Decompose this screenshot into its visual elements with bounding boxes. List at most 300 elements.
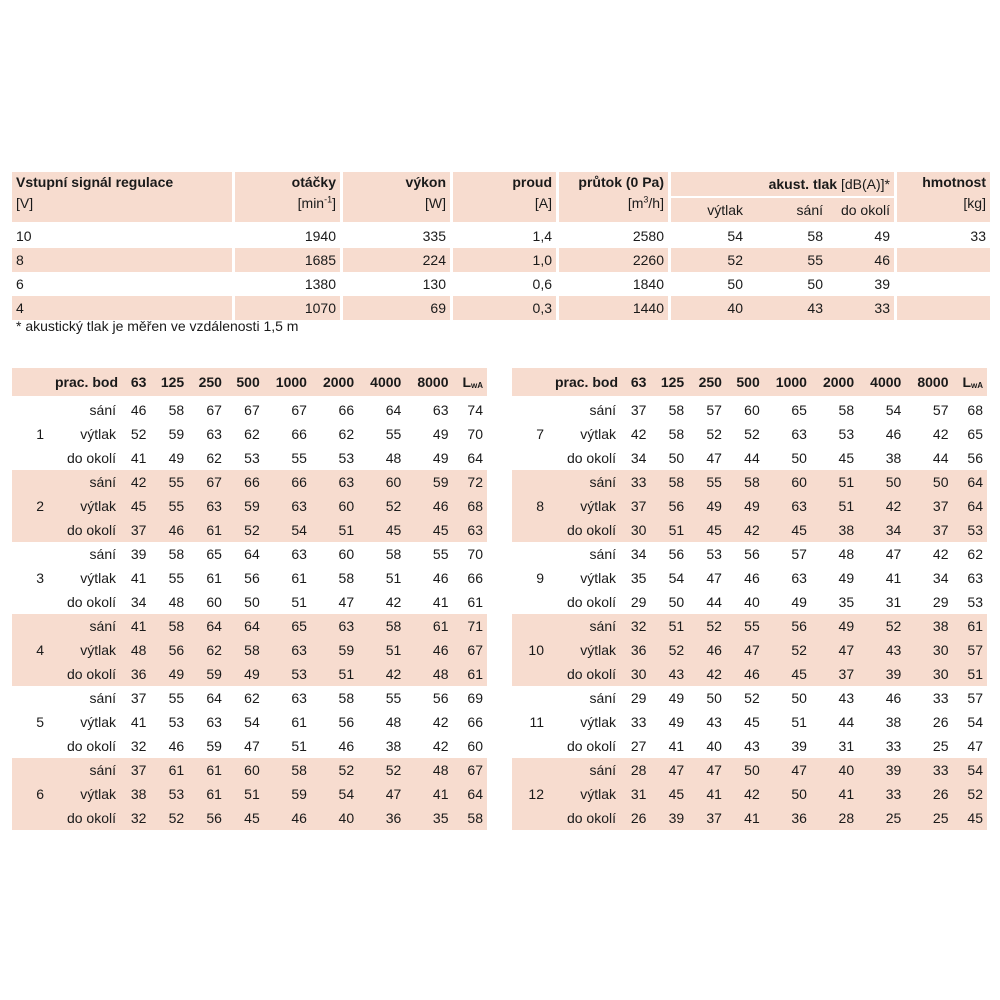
band-value: 63 [311,470,358,494]
row-label: výtlak [50,494,122,518]
band-value: 58 [226,638,264,662]
band-value: 49 [432,450,449,466]
cell-suction: 55 [747,248,827,272]
band-value: 28 [622,758,650,782]
band-value: 37 [905,518,952,542]
row-label: do okolí [50,518,122,542]
row-label: do okolí [66,450,116,466]
lwa-main: L [462,374,471,390]
row-label: sání [550,614,622,638]
band-value: 61 [405,614,452,638]
spectrum-table-left [12,368,487,830]
band-value: 42 [726,518,764,542]
performance-table [12,172,990,320]
row-label: sání [589,402,616,418]
band-value: 56 [338,714,355,730]
band-value: 43 [744,738,760,754]
band-value: 48 [385,714,402,730]
table-row [12,296,990,320]
spectrum-row [12,662,487,686]
band-value: 30 [622,518,650,542]
band-value: 46 [338,738,355,754]
band-value: 26 [932,714,949,730]
band-value: 37 [811,662,858,686]
band-value: 50 [764,782,811,806]
spectrum-row [12,614,487,638]
band-value: 47 [688,758,726,782]
band-value: 35 [838,594,855,610]
band-value: 36 [622,638,650,662]
band-value: 63 [311,614,358,638]
spectrum-row [12,686,487,710]
row-label: výtlak [80,714,116,730]
cell-discharge: 52 [671,248,747,272]
band-value: 25 [858,806,905,830]
cell-weight [897,248,990,272]
band-value: 25 [905,806,952,830]
band-header: 125 [650,368,688,398]
row-label: výtlak [50,782,122,806]
cell-discharge: 54 [727,228,743,244]
band-value: 55 [150,494,188,518]
band-value: 52 [358,494,405,518]
band-value: 67 [291,402,307,418]
band-value: 59 [226,494,264,518]
band-value: 47 [764,758,811,782]
band-value: 63 [791,570,807,586]
band-value: 54 [668,570,685,586]
band-value: 58 [650,470,688,494]
spectrum-row [512,662,987,686]
band-value: 38 [905,614,952,638]
spectrum-row [12,758,487,782]
band-value: 62 [188,638,226,662]
band-value: 26 [622,806,650,830]
lwa-value: 70 [467,426,483,442]
band-value: 52 [150,806,188,830]
band-value: 46 [264,806,311,830]
band-value: 58 [168,402,185,418]
lwa-value: 68 [967,402,983,418]
cell-power: 130 [343,272,453,296]
band-value: 50 [791,690,807,706]
cell-weight [897,296,990,320]
lwa-value: 64 [953,470,988,494]
band-value: 64 [206,690,222,706]
band-value: 46 [885,426,902,442]
row-label: sání [89,546,116,562]
lwa-value: 62 [967,546,983,562]
band-value: 56 [150,638,188,662]
band-value: 45 [688,518,726,542]
band-value: 45 [226,806,264,830]
footnote: * akustický tlak je měřen ve vzdálenosti 1,5 m [16,318,299,334]
cell-flow: 2580 [559,224,671,248]
band-value: 62 [244,426,260,442]
spectrum-row [512,758,987,782]
spectrum-header-label: prac. bod [512,368,622,398]
band-value: 36 [358,806,405,830]
band-value: 60 [311,494,358,518]
band-value: 47 [726,638,764,662]
lwa-value: 67 [453,758,488,782]
band-value: 59 [168,426,185,442]
spectrum-row [12,494,487,518]
band-value: 33 [858,782,905,806]
lwa-value: 65 [967,426,983,442]
header-flow: průtok (0 Pa) $[m^3/h]$ [559,172,671,224]
row-label: sání [89,690,116,706]
row-label: do okolí [66,594,116,610]
band-value: 55 [168,690,185,706]
spectrum-row [512,398,987,422]
band-value: 63 [291,690,307,706]
band-value: 42 [630,426,647,442]
band-value: 49 [432,426,449,442]
band-value: 25 [932,738,949,754]
band-value: 36 [122,662,150,686]
band-value: 41 [726,806,764,830]
header-rpm: otáčky $[\min^{-1}]$ [235,172,343,224]
lwa-value: 57 [967,690,983,706]
cell-suction: 58 [807,228,823,244]
band-value: 45 [358,518,405,542]
band-value: 41 [668,738,685,754]
band-value: 63 [264,638,311,662]
lwa-header [453,368,488,398]
band-value: 63 [206,714,222,730]
operating-point: 11 [529,714,544,730]
band-value: 63 [206,426,222,442]
band-value: 39 [791,738,807,754]
band-value: 61 [150,758,188,782]
cell-current: 1,0 [453,248,559,272]
band-value: 58 [150,614,188,638]
row-label: výtlak [80,570,116,586]
band-value: 46 [744,570,760,586]
spectrum-row [12,542,487,566]
band-value: 62 [338,426,355,442]
band-value: 34 [630,450,647,466]
band-value: 58 [358,614,405,638]
row-label: do okolí [566,450,616,466]
band-value: 31 [885,594,902,610]
cell-power: 69 [343,296,453,320]
lwa-value: 71 [453,614,488,638]
band-header: 500 [726,368,764,398]
band-header: 2000 [811,368,858,398]
band-value: 48 [405,758,452,782]
band-value: 30 [905,662,952,686]
band-value: 65 [206,546,222,562]
band-value: 38 [122,782,150,806]
band-value: 47 [650,758,688,782]
spectrum-row [12,470,487,494]
band-value: 33 [932,690,949,706]
lwa-value: 61 [467,594,483,610]
band-value: 66 [226,470,264,494]
band-value: 47 [706,450,722,466]
band-value: 41 [130,570,147,586]
lwa-main: L [962,374,971,390]
band-value: 43 [706,714,722,730]
band-value: 43 [858,638,905,662]
band-value: 52 [650,638,688,662]
band-value: 33 [905,758,952,782]
row-label: sání [50,614,122,638]
lwa-value: 72 [453,470,488,494]
lwa-value: 63 [967,570,983,586]
band-value: 64 [385,402,402,418]
cell-flow: 2260 [559,248,671,272]
cell-signal: 4 [12,296,235,320]
row-label: do okolí [550,662,622,686]
band-value: 52 [706,426,722,442]
band-value: 49 [791,594,807,610]
band-value: 58 [338,690,355,706]
band-value: 52 [744,426,760,442]
band-value: 51 [650,614,688,638]
lwa-value: 52 [953,782,988,806]
operating-point: 7 [536,426,544,442]
band-value: 43 [650,662,688,686]
band-value: 67 [188,470,226,494]
band-value: 61 [188,518,226,542]
cell-signal: 10 [12,224,235,248]
band-value: 31 [838,738,855,754]
lwa-value: 61 [453,662,488,686]
band-value: 50 [905,470,952,494]
band-value: 52 [226,518,264,542]
band-value: 45 [764,518,811,542]
lwa-value: 64 [467,450,483,466]
band-value: 56 [650,494,688,518]
band-value: 52 [688,614,726,638]
band-value: 34 [858,518,905,542]
band-value: 66 [338,402,355,418]
operating-point: 3 [36,570,44,586]
band-value: 53 [838,426,855,442]
band-value: 55 [168,570,185,586]
band-value: 64 [188,614,226,638]
spectrum-row [512,686,987,710]
lwa-value: 64 [953,494,988,518]
cell-surround: 39 [827,272,897,296]
band-value: 43 [838,690,855,706]
band-value: 48 [405,662,452,686]
band-value: 38 [885,450,902,466]
operating-point: 2 [12,470,50,542]
spectrum-row [12,806,487,830]
band-value: 65 [264,614,311,638]
band-value: 52 [744,690,760,706]
cell-flow: 1440 [559,296,671,320]
band-value: 38 [811,518,858,542]
band-value: 35 [405,806,452,830]
spectrum-row [12,590,487,614]
band-value: 37 [122,758,150,782]
band-value: 66 [291,426,307,442]
header-signal: Vstupní signál regulace [V] [12,172,235,224]
lwa-value: 63 [453,518,488,542]
band-value: 58 [726,470,764,494]
band-value: 42 [932,426,949,442]
cell-current: 1,4 [453,224,559,248]
band-value: 42 [358,662,405,686]
band-value: 61 [206,570,222,586]
band-value: 34 [130,594,147,610]
band-value: 63 [264,494,311,518]
band-value: 46 [432,570,449,586]
row-label: sání [550,758,622,782]
band-value: 41 [405,782,452,806]
cell-power: 224 [343,248,453,272]
band-value: 58 [385,546,402,562]
band-value: 49 [838,570,855,586]
cell-signal: 6 [12,272,235,296]
lwa-value: 58 [453,806,488,830]
band-value: 49 [226,662,264,686]
band-value: 45 [650,782,688,806]
row-label: do okolí [50,662,122,686]
band-value: 59 [188,662,226,686]
spectrum-row [12,518,487,542]
table-row [12,224,990,248]
band-value: 52 [130,426,147,442]
band-value: 60 [358,470,405,494]
band-value: 66 [264,470,311,494]
band-value: 50 [668,594,685,610]
band-value: 46 [885,690,902,706]
band-value: 51 [226,782,264,806]
row-label: výtlak [580,570,616,586]
band-value: 52 [311,758,358,782]
spectrum-row [512,494,987,518]
band-value: 59 [264,782,311,806]
band-value: 45 [122,494,150,518]
band-value: 52 [358,758,405,782]
band-value: 61 [291,714,307,730]
spectrum-row [512,518,987,542]
band-value: 53 [244,450,260,466]
spectrum-row [12,734,487,758]
band-value: 42 [932,546,949,562]
band-value: 46 [405,638,452,662]
lwa-value: 61 [953,614,988,638]
lwa-header [953,368,988,398]
band-value: 46 [688,638,726,662]
band-value: 51 [650,518,688,542]
band-header: 4000 [858,368,905,398]
lwa-value: 64 [453,782,488,806]
band-value: 58 [838,402,855,418]
spectrum-row [12,422,487,446]
band-value: 37 [622,494,650,518]
lwa-value: 53 [953,518,988,542]
band-value: 38 [385,738,402,754]
row-label: výtlak [550,638,622,662]
band-header: 1000 [264,368,311,398]
band-header: 4000 [358,368,405,398]
table-row [12,272,990,296]
lwa-value: 66 [467,714,483,730]
band-value: 55 [385,690,402,706]
band-value: 48 [122,638,150,662]
operating-point: 4 [12,614,50,686]
band-value: 58 [264,758,311,782]
row-label: výtlak [50,638,122,662]
band-value: 57 [932,402,949,418]
band-value: 49 [726,494,764,518]
band-value: 67 [244,402,260,418]
band-value: 57 [791,546,807,562]
header-acoustic: akust. tlak [dB(A)]* [671,172,897,198]
band-value: 50 [244,594,260,610]
header-current: proud [A] [453,172,559,224]
band-value: 58 [168,546,185,562]
band-value: 60 [206,594,222,610]
cell-discharge: 40 [671,296,747,320]
band-value: 56 [744,546,760,562]
band-value: 47 [358,782,405,806]
band-value: 63 [791,426,807,442]
lwa-sub: wA [971,381,983,390]
band-value: 55 [726,614,764,638]
band-value: 51 [358,638,405,662]
row-label: do okolí [550,806,622,830]
operating-point: 8 [512,470,550,542]
row-label: výtlak [80,426,116,442]
cell-surround: 33 [827,296,897,320]
band-value: 41 [122,614,150,638]
spectrum-row [512,542,987,566]
band-value: 63 [188,494,226,518]
spectrum-row [512,422,987,446]
band-value: 49 [668,714,685,730]
band-value: 28 [811,806,858,830]
band-header: 500 [226,368,264,398]
band-value: 50 [791,450,807,466]
band-value: 56 [764,614,811,638]
row-label: výtlak [550,494,622,518]
band-value: 50 [858,470,905,494]
band-header: 250 [188,368,226,398]
band-header: 63 [122,368,150,398]
operating-point: 6 [12,758,50,830]
spectrum-row [12,638,487,662]
band-value: 51 [791,714,807,730]
band-value: 42 [385,594,402,610]
row-label: sání [550,470,622,494]
spectrum-row [512,734,987,758]
operating-point: 9 [536,570,544,586]
band-value: 32 [130,738,147,754]
band-value: 29 [630,594,647,610]
band-header: 8000 [905,368,952,398]
band-value: 39 [858,758,905,782]
cell-current: 0,6 [453,272,559,296]
header-discharge: výtlak [671,198,747,224]
band-value: 47 [885,546,902,562]
band-value: 56 [244,570,260,586]
lwa-value: 54 [967,714,983,730]
spectrum-row [12,398,487,422]
band-value: 48 [838,546,855,562]
band-value: 57 [706,402,722,418]
band-value: 60 [338,546,355,562]
band-value: 60 [226,758,264,782]
band-value: 51 [811,470,858,494]
